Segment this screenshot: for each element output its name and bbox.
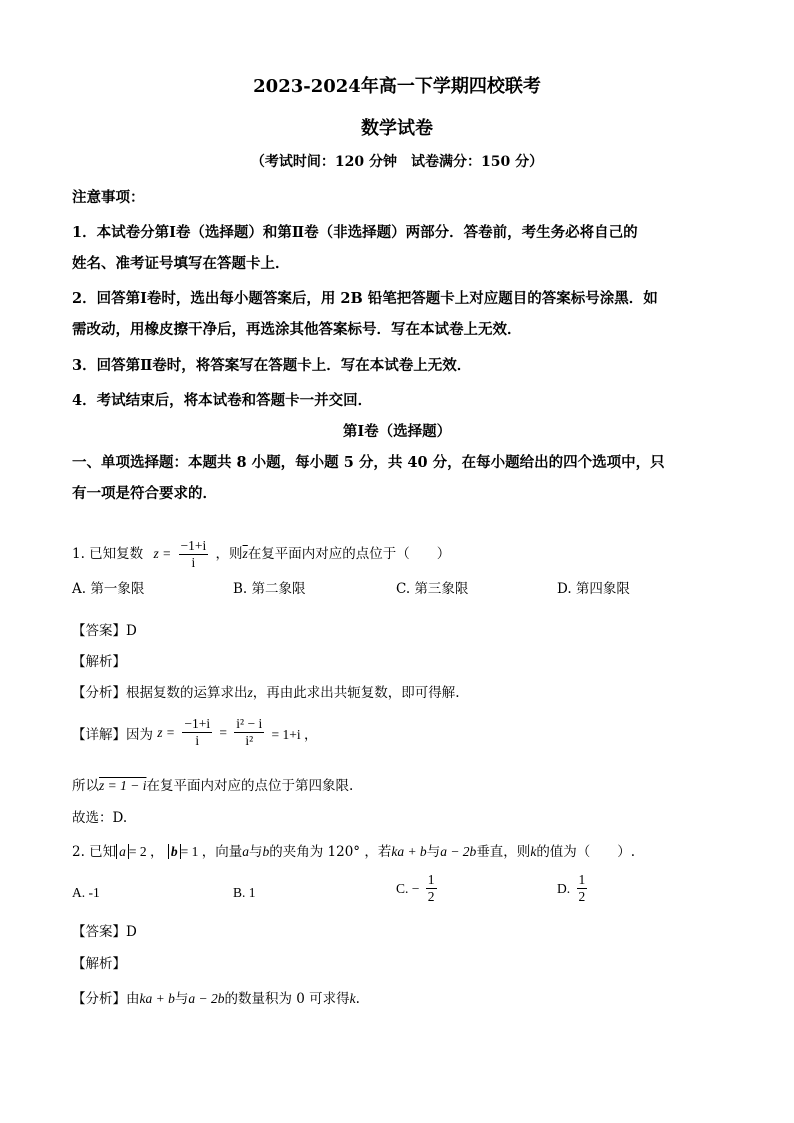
q2-fenxi-with: 与 — [174, 991, 189, 1007]
q1-stem — [72, 518, 450, 571]
q1-detail: 【详解】因为 z = $\frac{-1+i}{i}$ = $\frac{\text{i² − i}}{\text{i²}}$ = 1+i ， — [72, 716, 318, 748]
q1-detail-z: z = — [157, 724, 176, 740]
q2-tail2: 的值为（ ）. — [536, 844, 636, 860]
exam-subtitle: 数学试卷 — [361, 118, 433, 139]
q1-answer-tag: 【答案】 — [72, 623, 126, 639]
q2-text-a: 2. 已知 — [72, 844, 117, 860]
q2-eq2: = 2 ， — [128, 844, 164, 859]
section-instruction-2: 有一项是符合要求的． — [72, 485, 217, 502]
q2-fenxi-tag: 【分析】 — [72, 991, 126, 1007]
q2-option-c-label: C. − — [396, 880, 420, 896]
exam-info: （考试时间：120 分钟 试卷满分：150 分） — [250, 154, 544, 170]
q1-fenxi — [72, 681, 460, 701]
q1-conclusion-2: 在复平面内对应的点位于第四象限. — [146, 778, 354, 794]
q2-fenxi-expr1: ka + b — [139, 991, 175, 1006]
q2-fenxi — [72, 987, 360, 1007]
q1-zbar: $\overline{z}$ — [242, 546, 248, 561]
q1-fraction — [179, 538, 209, 571]
q1-detail-frac2 — [234, 716, 264, 749]
q1-choose: 故选：D. — [72, 810, 128, 826]
q1-fenxi-text2: ，再由此求出共轭复数，即可得解. — [252, 685, 460, 701]
q1-detail-frac1-num: −1+i — [184, 716, 211, 731]
q1-answer — [72, 619, 137, 639]
q1-detail-frac1 — [182, 716, 212, 749]
q1-detail-frac2-num: i² − i — [236, 716, 263, 731]
notes-heading: 注意事项： — [72, 189, 145, 206]
q2-option-c-frac — [426, 872, 437, 905]
q2-vec-b: b — [262, 844, 270, 859]
q1-detail-frac2-den: i² — [245, 733, 254, 748]
q2-abs-b: b — [168, 844, 181, 859]
note-line-4: 需改动，用橡皮擦干净后，再选涂其他答案标号．写在本试卷上无效． — [72, 321, 522, 338]
q2-option-d — [557, 872, 590, 905]
q1-prefix: 1. 已知复数 — [72, 546, 144, 562]
q2-with: 与 — [248, 844, 263, 860]
q1-mid: ，则 — [215, 546, 243, 562]
q2-abs-a: a — [116, 844, 129, 859]
q2-fenxi-text2: 的数量积为 0 可求得 — [224, 991, 350, 1007]
q2-vec-a: a — [242, 844, 249, 859]
q2-fenxi-end: . — [355, 991, 360, 1007]
q1-detail-result: = 1+i ， — [271, 726, 318, 742]
note-line-6: 4．考试结束后，将本试卷和答题卡一并交回． — [72, 392, 373, 409]
q2-analysis-tag: 【解析】 — [72, 956, 126, 972]
q2-fenxi-expr2: a − 2b — [188, 991, 225, 1006]
q1-fenxi-text1: 根据复数的运算求出 — [126, 685, 248, 701]
q1-detail-text: 因为 — [126, 726, 153, 743]
q1-frac-den: i — [191, 555, 196, 570]
q2-fenxi-k: k — [349, 991, 356, 1006]
exam-title: 2023-2024年高一下学期四校联考 — [253, 76, 541, 97]
q2-answer — [72, 920, 137, 940]
q2-expr2: a − 2b — [440, 844, 477, 859]
q2-option-d-label: D. — [557, 880, 571, 896]
q2-k: k — [530, 844, 537, 859]
q2-stem — [72, 840, 635, 860]
q2-option-c-num: 1 — [427, 872, 435, 887]
q2-option-b: B. 1 — [233, 885, 256, 900]
q2-angle: 的夹角为 120° ，若 — [269, 844, 392, 860]
q1-option-a: A. 第一象限 — [72, 581, 145, 597]
q1-fenxi-tag: 【分析】 — [72, 685, 126, 701]
q2-option-d-frac — [577, 872, 588, 905]
q1-option-d: D. 第四象限 — [557, 581, 630, 597]
q2-option-d-num: 1 — [578, 872, 586, 887]
section-instruction-1: 一、单项选择题：本题共 8 小题，每小题 5 分，共 40 分，在每小题给出的四个选项中，只 — [72, 454, 665, 471]
q1-conclusion-expr: z = 1 − i — [99, 778, 147, 793]
q2-option-a: A. -1 — [72, 885, 100, 900]
q2-answer-value: D — [126, 924, 137, 940]
q2-fenxi-text1: 由 — [126, 991, 140, 1007]
q1-option-c: C. 第三象限 — [396, 581, 469, 597]
q1-conclusion-1: 所以 — [72, 778, 99, 794]
q2-answer-tag: 【答案】 — [72, 924, 126, 940]
q1-detail-tag: 【详解】 — [72, 726, 126, 743]
q2-option-d-den: 2 — [578, 889, 586, 904]
note-line-1: 1．本试卷分第Ⅰ卷（选择题）和第Ⅱ卷（非选择题）两部分．答卷前，考生务必将自己的 — [72, 224, 638, 241]
q1-analysis-tag: 【解析】 — [72, 654, 126, 670]
note-line-5: 3．回答第Ⅱ卷时，将答案写在答题卡上．写在本试卷上无效． — [72, 357, 472, 374]
q2-expr1: ka + b — [391, 844, 427, 859]
q1-detail-frac1-den: i — [195, 733, 200, 748]
q2-tail: 垂直，则 — [476, 844, 531, 860]
q1-suffix: 在复平面内对应的点位于（ ） — [247, 546, 451, 562]
q2-eq1: = 1 ，向量 — [180, 844, 243, 859]
q2-option-c — [396, 872, 440, 905]
note-line-3: 2．回答第Ⅰ卷时，选出每小题答案后，用 2B 铅笔把答题卡上对应题目的答案标号涂黑．如 — [72, 290, 658, 307]
note-line-2: 姓名、准考证号填写在答题卡上． — [72, 255, 290, 272]
q1-z-eq: z = — [153, 546, 172, 561]
q1-option-b: B. 第二象限 — [233, 581, 306, 597]
q1-frac-num: −1+i — [180, 538, 207, 553]
q2-with2: 与 — [426, 844, 441, 860]
section-heading: 第Ⅰ卷（选择题） — [342, 423, 452, 440]
q1-conclusion — [72, 774, 353, 794]
q1-answer-value: D — [126, 623, 137, 639]
q1-fenxi-z: z — [247, 685, 253, 700]
q2-option-c-den: 2 — [427, 889, 435, 904]
